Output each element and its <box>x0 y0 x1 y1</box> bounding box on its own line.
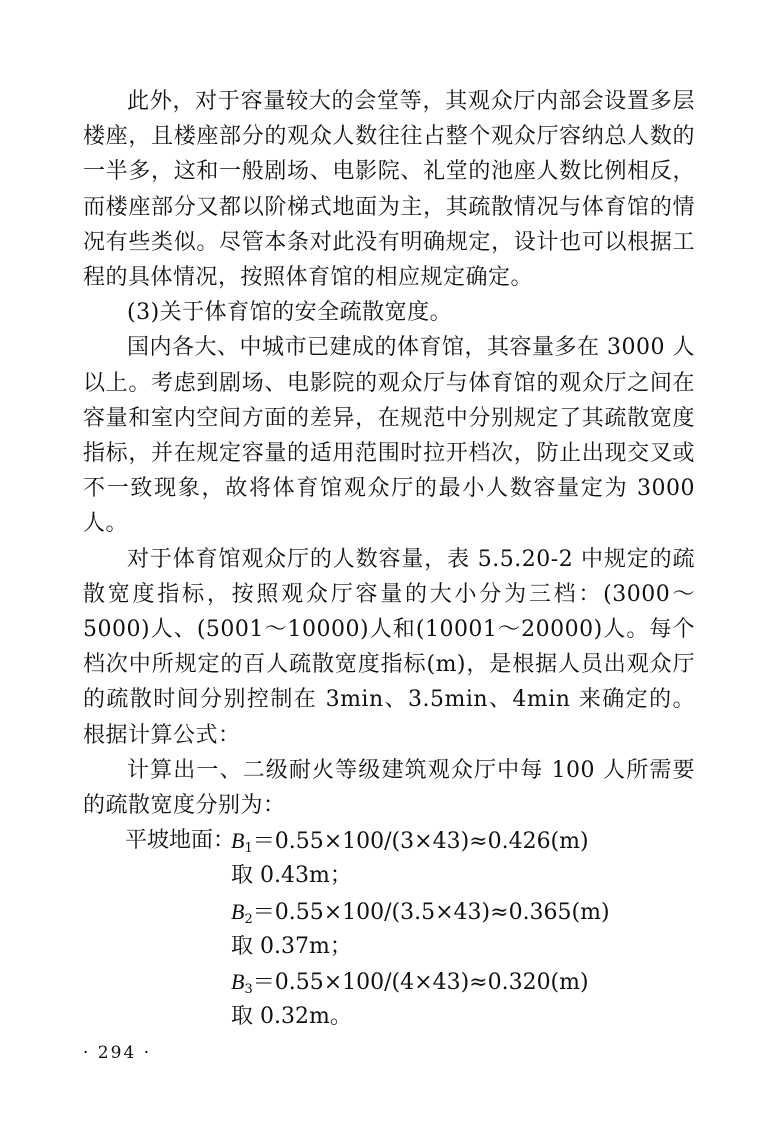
formula-variable: B <box>231 828 245 854</box>
formula-row-b1 <box>83 823 695 858</box>
formula-variable: B <box>231 898 245 924</box>
formula-expression: ＝0.55×100/(3.5×43)≈0.365(m) <box>252 899 610 925</box>
formula-block <box>83 823 695 1034</box>
formula-result-row-b2 <box>83 929 695 964</box>
paragraph-gymnasium-capacity: 国内各大、中城市已建成的体育馆，其容量多在 3000 人以上。考虑到剧场、电影院的观众厅与体育馆的观众厅之间在容量和室内空间方面的差异，在规范中分别规定了其疏散宽度指标，并在规定容量的适用范围时拉开档次，防止出现交叉或不一致现象，故将体育馆观众厅的最小人数容量定为 3000 人。 <box>83 335 695 537</box>
page-body <box>83 84 695 1034</box>
paragraph-width-indicators: 对于体育馆观众厅的人数容量，表 5.5.20-2 中规定的疏散宽度指标，按照观众厅容量的大小分为三档：(3000～5000)人、(5001～10000)人和(10001～20000)人。每个档次中所规定的百人疏散宽度指标(m)，是根据人员出观众厅的疏散时间分别控制在 3min、3.5min、4min 来确定的。根据计算公式： <box>83 546 695 748</box>
formula-row-b3 <box>83 964 695 999</box>
formula-variable: B <box>231 969 245 995</box>
formula-result-row-b1 <box>83 858 695 893</box>
formula-row-b2 <box>83 894 695 929</box>
formula-subscript: 2 <box>244 911 253 927</box>
formula-expression: ＝0.55×100/(4×43)≈0.320(m) <box>252 970 589 996</box>
formula-subscript: 1 <box>244 841 253 857</box>
section-heading-gymnasium-width: (3)关于体育馆的安全疏散宽度。 <box>127 300 453 326</box>
formula-subscript: 3 <box>244 982 253 998</box>
formula-result-b2: 取 0.37m； <box>231 933 352 959</box>
formula-result-b3: 取 0.32m。 <box>231 1004 352 1030</box>
formula-result-row-b3 <box>83 999 695 1034</box>
formula-result-b1: 取 0.43m； <box>231 863 352 889</box>
page-number: · 294 · <box>83 1043 152 1063</box>
paragraph-calculation-intro: 计算出一、二级耐火等级建筑观众厅中每 100 人所需要的疏散宽度分别为： <box>83 757 695 819</box>
formula-expression: ＝0.55×100/(3×43)≈0.426(m) <box>252 829 589 855</box>
formula-label: 平坡地面： <box>125 828 236 854</box>
paragraph-assembly-hall: 此外，对于容量较大的会堂等，其观众厅内部会设置多层楼座，且楼座部分的观众人数往往占整个观众厅容纳总人数的一半多，这和一般剧场、电影院、礼堂的池座人数比例相反，而楼座部分又都以阶梯式地面为主，其疏散情况与体育馆的情况有些类似。尽管本条对此没有明确规定，设计也可以根据工程的具体情况，按照体育馆的相应规定确定。 <box>83 89 695 291</box>
